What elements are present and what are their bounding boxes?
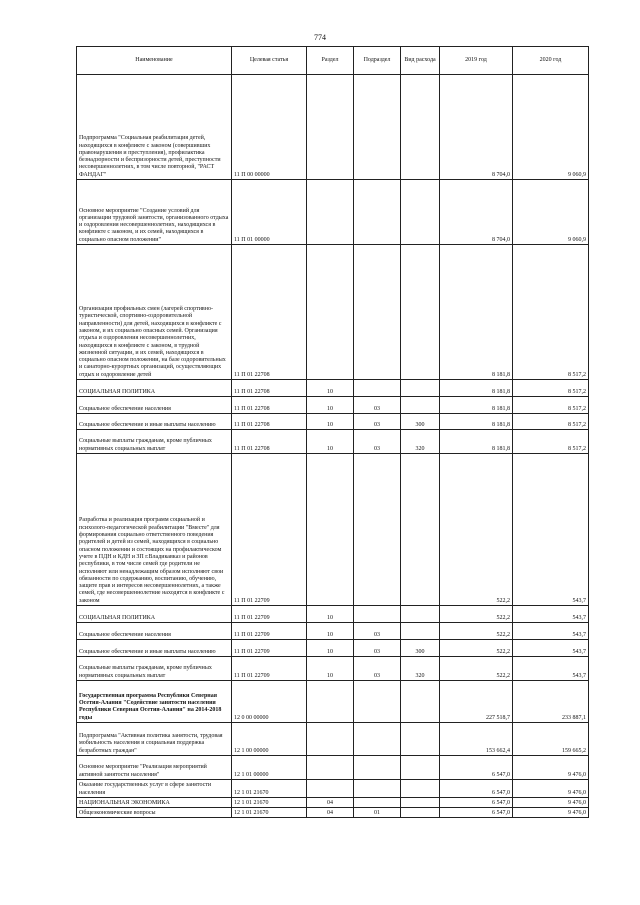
- row-section: 10: [307, 414, 354, 430]
- row-name: НАЦИОНАЛЬНАЯ ЭКОНОМИКА: [77, 798, 232, 808]
- row-name: Оказание государственных услуг в сфере занятости населения: [77, 780, 232, 798]
- row-target-article: 12 1 01 00000: [232, 756, 307, 780]
- row-target-article: 11 П 01 22708: [232, 245, 307, 380]
- table-row: [77, 397, 589, 414]
- table-row: [77, 681, 589, 723]
- row-target-article: 11 П 01 22709: [232, 606, 307, 623]
- row-target-article: 11 П 01 22708: [232, 430, 307, 454]
- row-amount-2020: 8 517,2: [513, 245, 589, 380]
- row-expense-type: [401, 606, 440, 623]
- row-target-article: 11 П 01 22708: [232, 380, 307, 397]
- row-target-article: 12 1 01 21670: [232, 808, 307, 818]
- table-row: [77, 808, 589, 818]
- row-name: Подпрограмма "Социальная реабилитация детей, находящихся в конфликте с законом (совершивших правонарушения и преступления), профилактика безнадзорности и беспризорности детей, преступности несовершеннолетних, в том числе повторной, "РАСТ ФАНДАГ": [77, 75, 232, 180]
- row-subsection: [354, 798, 401, 808]
- row-expense-type: [401, 723, 440, 756]
- row-amount-2019: 522,2: [440, 640, 513, 657]
- row-subsection: [354, 723, 401, 756]
- table-row: [77, 414, 589, 430]
- table-row: [77, 180, 589, 245]
- row-amount-2020: 543,7: [513, 657, 589, 681]
- row-amount-2019: 8 181,8: [440, 397, 513, 414]
- row-name: Социальное обеспечение населения: [77, 397, 232, 414]
- row-expense-type: 300: [401, 414, 440, 430]
- row-name: Социальное обеспечение населения: [77, 623, 232, 640]
- table-row: [77, 798, 589, 808]
- row-amount-2019: 6 547,0: [440, 808, 513, 818]
- row-expense-type: [401, 798, 440, 808]
- row-expense-type: [401, 808, 440, 818]
- header-section: Раздел: [307, 47, 354, 75]
- budget-table: [76, 46, 589, 818]
- row-target-article: 12 0 00 00000: [232, 681, 307, 723]
- row-target-article: 11 П 01 22709: [232, 657, 307, 681]
- row-section: 10: [307, 640, 354, 657]
- row-name: Социальные выплаты гражданам, кроме публичных нормативных социальных выплат: [77, 657, 232, 681]
- row-subsection: [354, 454, 401, 606]
- row-expense-type: [401, 454, 440, 606]
- row-amount-2020: 9 060,9: [513, 75, 589, 180]
- row-target-article: 11 П 00 00000: [232, 75, 307, 180]
- row-amount-2020: 8 517,2: [513, 380, 589, 397]
- row-target-article: 12 1 01 21670: [232, 798, 307, 808]
- row-subsection: 03: [354, 397, 401, 414]
- row-section: [307, 75, 354, 180]
- row-section: 10: [307, 606, 354, 623]
- row-name: Подпрограмма "Активная политика занятости, трудовая мобильность населения и социальная поддержка безработных граждан": [77, 723, 232, 756]
- table-row: [77, 454, 589, 606]
- row-name: СОЦИАЛЬНАЯ ПОЛИТИКА: [77, 606, 232, 623]
- table-row: [77, 640, 589, 657]
- row-amount-2019: 522,2: [440, 454, 513, 606]
- row-amount-2020: 8 517,2: [513, 414, 589, 430]
- row-amount-2019: 522,2: [440, 606, 513, 623]
- table-row: [77, 245, 589, 380]
- row-subsection: 03: [354, 414, 401, 430]
- row-amount-2020: 8 517,2: [513, 397, 589, 414]
- row-expense-type: [401, 397, 440, 414]
- row-name: Социальное обеспечение и иные выплаты населению: [77, 414, 232, 430]
- table-row: [77, 657, 589, 681]
- row-target-article: 12 1 00 00000: [232, 723, 307, 756]
- row-section: [307, 454, 354, 606]
- row-amount-2020: 9 476,0: [513, 808, 589, 818]
- row-amount-2019: 8 181,8: [440, 380, 513, 397]
- row-section: 10: [307, 380, 354, 397]
- row-amount-2019: 8 704,0: [440, 75, 513, 180]
- row-target-article: 11 П 01 22708: [232, 397, 307, 414]
- row-subsection: 03: [354, 640, 401, 657]
- row-subsection: 03: [354, 657, 401, 681]
- row-section: 04: [307, 798, 354, 808]
- row-section: [307, 245, 354, 380]
- row-amount-2020: 233 887,1: [513, 681, 589, 723]
- row-subsection: 03: [354, 623, 401, 640]
- row-amount-2019: 522,2: [440, 623, 513, 640]
- table-row: [77, 756, 589, 780]
- header-subsection: Подраздел: [354, 47, 401, 75]
- row-expense-type: [401, 780, 440, 798]
- row-amount-2020: 159 665,2: [513, 723, 589, 756]
- row-expense-type: [401, 75, 440, 180]
- row-amount-2019: 6 547,0: [440, 798, 513, 808]
- row-expense-type: [401, 681, 440, 723]
- row-expense-type: 320: [401, 657, 440, 681]
- table-row: [77, 75, 589, 180]
- row-name: Основное мероприятие "Реализация мероприятий активной занятости населения": [77, 756, 232, 780]
- row-subsection: 03: [354, 430, 401, 454]
- row-target-article: 11 П 01 22709: [232, 454, 307, 606]
- row-section: 10: [307, 430, 354, 454]
- row-name: Государственная программа Республики Северная Осетия-Алания "Содействие занятости населения Республики Северная Осетия-Алания" на 2014-2018 годы: [77, 681, 232, 723]
- table-row: [77, 380, 589, 397]
- row-section: 10: [307, 657, 354, 681]
- row-subsection: [354, 245, 401, 380]
- row-amount-2019: 8 704,0: [440, 180, 513, 245]
- row-section: 10: [307, 623, 354, 640]
- row-amount-2019: 153 662,4: [440, 723, 513, 756]
- row-amount-2019: 522,2: [440, 657, 513, 681]
- row-section: 04: [307, 808, 354, 818]
- table-row: [77, 780, 589, 798]
- row-name: Основное мероприятие "Создание условий для организации трудовой занятости, организованного отдыха и оздоровления несовершеннолетних, находящихся в конфликте с законом, и их семей, находящихся в социально опасном положении": [77, 180, 232, 245]
- row-section: [307, 681, 354, 723]
- header-target-article: Целевая статья: [232, 47, 307, 75]
- row-amount-2020: 9 060,9: [513, 180, 589, 245]
- row-expense-type: [401, 245, 440, 380]
- row-target-article: 11 П 01 22708: [232, 414, 307, 430]
- row-section: [307, 723, 354, 756]
- row-subsection: [354, 681, 401, 723]
- row-subsection: [354, 75, 401, 180]
- row-name: Социальное обеспечение и иные выплаты населению: [77, 640, 232, 657]
- row-target-article: 11 П 01 22709: [232, 640, 307, 657]
- table-row: [77, 430, 589, 454]
- row-name: Организация профильных смен (лагерей спортивно-туристической, спортивно-оздоровительной направленности) для детей, находящихся в конфликте с законом, и их социально опасных семей. Организация отдыха и оздоровления несовершеннолетних, находящихся в конфликте с законом, в трудной жизненной ситуации, и их семей, находящихся в социально опасном положении, на базе оздоровительных и санаторно-курортных организаций, осуществляющих отдых и оздоровление детей: [77, 245, 232, 380]
- row-amount-2020: 543,7: [513, 623, 589, 640]
- header-expense-type: Вид расхода: [401, 47, 440, 75]
- row-section: 10: [307, 397, 354, 414]
- row-amount-2020: 543,7: [513, 454, 589, 606]
- table-header-row: [77, 47, 589, 75]
- row-expense-type: [401, 180, 440, 245]
- table-row: [77, 723, 589, 756]
- row-expense-type: [401, 380, 440, 397]
- row-section: [307, 756, 354, 780]
- row-subsection: [354, 606, 401, 623]
- row-expense-type: 300: [401, 640, 440, 657]
- header-name: Наименование: [77, 47, 232, 75]
- row-amount-2019: 8 181,8: [440, 414, 513, 430]
- row-name: СОЦИАЛЬНАЯ ПОЛИТИКА: [77, 380, 232, 397]
- row-target-article: 11 П 01 00000: [232, 180, 307, 245]
- table-row: [77, 623, 589, 640]
- row-subsection: [354, 756, 401, 780]
- table-body: [77, 75, 589, 818]
- row-name: Общеэкономические вопросы: [77, 808, 232, 818]
- header-year-2019: 2019 год: [440, 47, 513, 75]
- row-amount-2019: 227 518,7: [440, 681, 513, 723]
- row-amount-2020: 9 476,0: [513, 756, 589, 780]
- row-subsection: [354, 180, 401, 245]
- row-subsection: 01: [354, 808, 401, 818]
- row-expense-type: 320: [401, 430, 440, 454]
- row-amount-2019: 6 547,0: [440, 780, 513, 798]
- row-target-article: 11 П 01 22709: [232, 623, 307, 640]
- row-amount-2020: 9 476,0: [513, 780, 589, 798]
- row-amount-2020: 9 476,0: [513, 798, 589, 808]
- row-amount-2019: 8 181,8: [440, 245, 513, 380]
- row-amount-2019: 6 547,0: [440, 756, 513, 780]
- row-amount-2020: 543,7: [513, 606, 589, 623]
- row-subsection: [354, 780, 401, 798]
- table-row: [77, 606, 589, 623]
- row-name: Социальные выплаты гражданам, кроме публичных нормативных социальных выплат: [77, 430, 232, 454]
- page-number: 774: [314, 33, 326, 42]
- row-amount-2020: 543,7: [513, 640, 589, 657]
- row-target-article: 12 1 01 21670: [232, 780, 307, 798]
- row-name: Разработка и реализация программ социальной и психолого-педагогической реабилитации "Вместе" для формирования социально ответственного поведения родителей и детей из семей, находящихся в социально опасном положении и состоящих на профилактическом учете в ПДН и КДН и ЗП г.Владикавказ и районов республики, в том числе семей где родители не исполняют или ненадлежащим образом исполняют свои обязанности по содержанию, воспитанию, обучению, защите прав и интересов несовершеннолетних, а также семей, где несовершеннолетние находятся в конфликте с законом: [77, 454, 232, 606]
- row-subsection: [354, 380, 401, 397]
- row-section: [307, 180, 354, 245]
- row-expense-type: [401, 756, 440, 780]
- row-section: [307, 780, 354, 798]
- header-year-2020: 2020 год: [513, 47, 589, 75]
- row-amount-2019: 8 181,8: [440, 430, 513, 454]
- row-expense-type: [401, 623, 440, 640]
- row-amount-2020: 8 517,2: [513, 430, 589, 454]
